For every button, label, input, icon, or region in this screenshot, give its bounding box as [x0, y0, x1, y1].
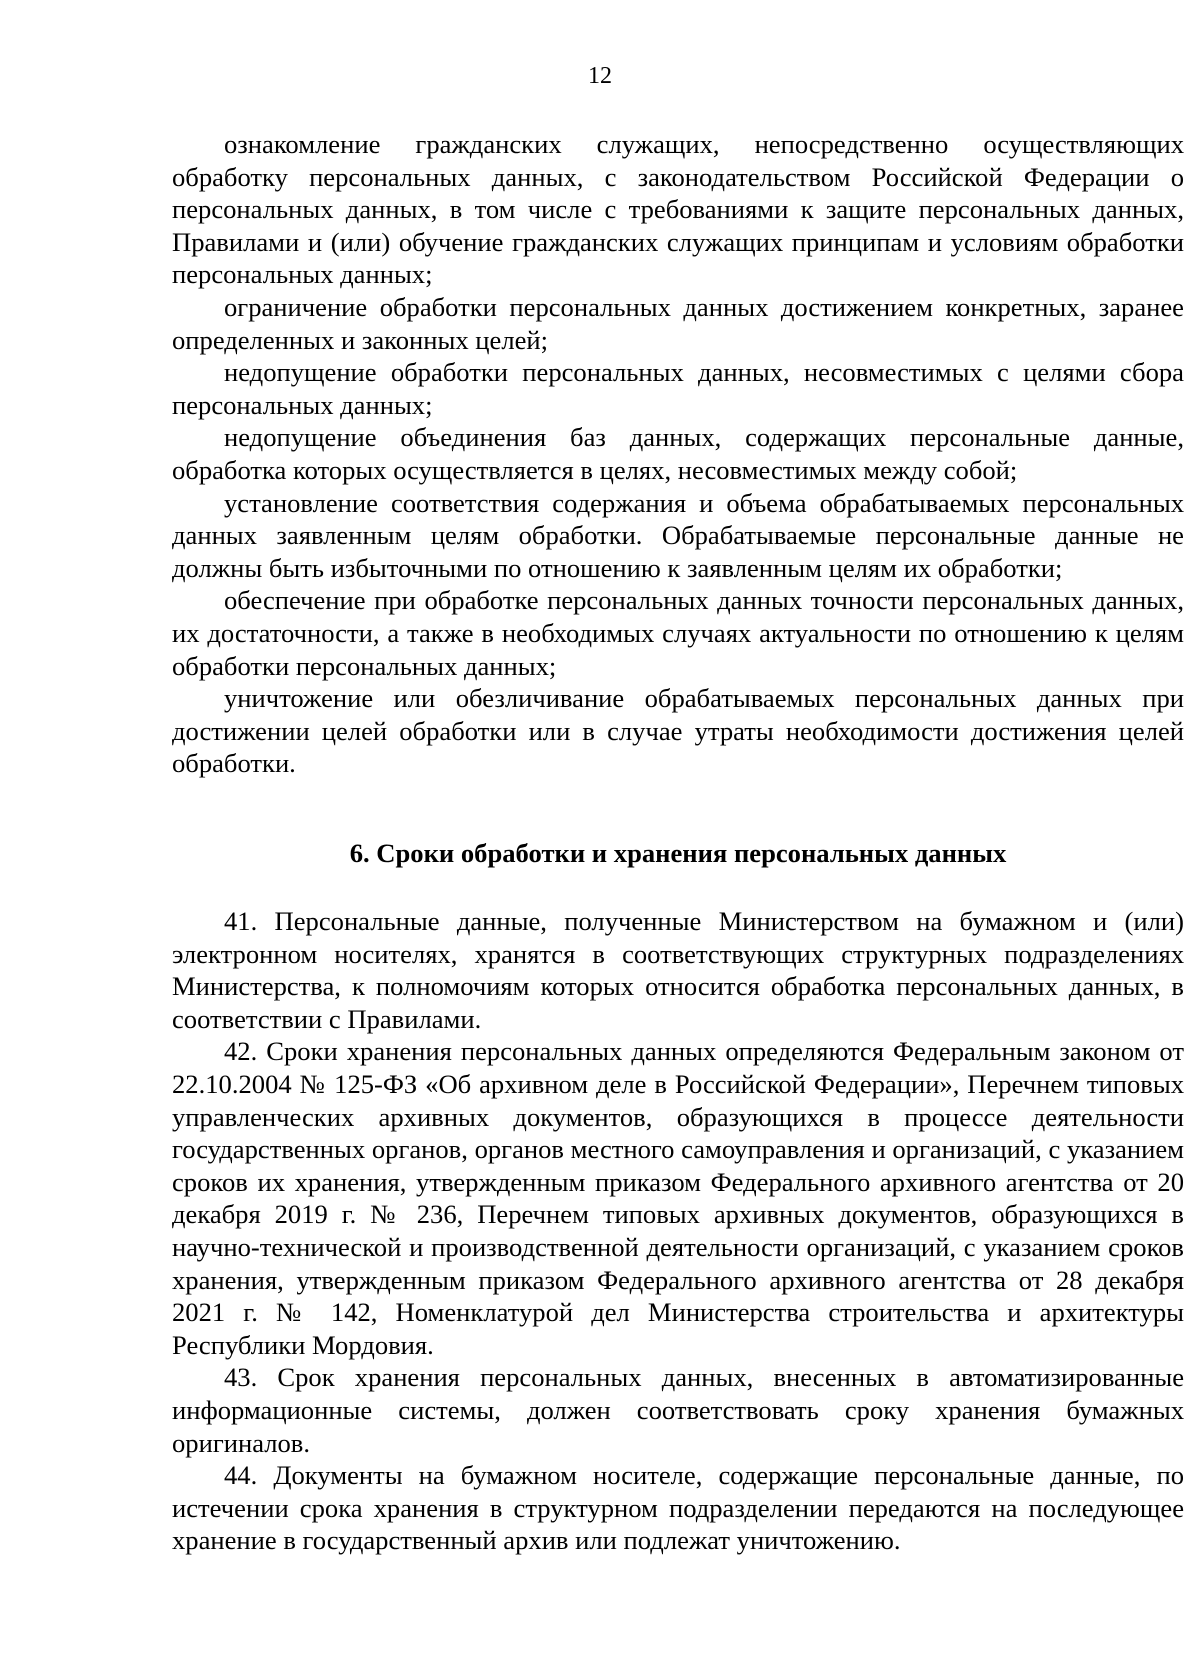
list-item: недопущение обработки персональных данных, несовместимых с целями сбора персональных данных;	[172, 357, 1184, 420]
clause-42: 42. Сроки хранения персональных данных определяются Федеральным законом от 22.10.2004 № 125-ФЗ «Об архивном деле в Российской Федерации», Перечнем типовых управленческих архивных документов, образующихся в процессе деятельности государственных органов, органов местного самоуправления и организаций, с указанием сроков их хранения, утвержденным приказом Федерального архивного агентства от 20 декабря 2019 г. № 236, Перечнем типовых архивных документов, образующихся в научно-технической и производственной деятельности организаций, с указанием сроков хранения, утвержденным приказом Федерального архивного агентства от 28 декабря 2021 г. № 142, Номенклатурой дел Министерства строительства и архитектуры Республики Мордовия.	[172, 1036, 1184, 1360]
clause-43: 43. Срок хранения персональных данных, внесенных в автоматизированные информационные системы, должен соответствовать сроку хранения бумажных оригиналов.	[172, 1362, 1184, 1458]
list-item: ограничение обработки персональных данных достижением конкретных, заранее определенных и законных целей;	[172, 291, 1184, 355]
page-number: 12	[588, 63, 612, 89]
list-item: недопущение объединения баз данных, содержащих персональные данные, обработка которых осуществляется в целях, несовместимых между собой;	[172, 422, 1184, 485]
clause-41: 41. Персональные данные, полученные Министерством на бумажном и (или) электронном носителях, хранятся в соответствующих структурных подразделениях Министерства, к полномочиям которых относится обработка персональных данных, в соответствии с Правилами.	[172, 906, 1184, 1034]
list-item: уничтожение или обезличивание обрабатываемых персональных данных при достижении целей обработки или в случае утраты необходимости достижения целей обработки.	[172, 683, 1184, 779]
list-item: обеспечение при обработке персональных данных точности персональных данных, их достаточности, а также в необходимых случаях актуальности по отношению к целям обработки персональных данных;	[172, 585, 1184, 681]
clause-44: 44. Документы на бумажном носителе, содержащие персональные данные, по истечении срока хранения в структурном подразделении передаются на последующее хранение в государственный архив или подлежат уничтожению.	[172, 1460, 1184, 1556]
measures-list	[172, 128, 1184, 780]
list-item: ознакомление гражданских служащих, непосредственно осуществляющих обработку персональных данных, с законодательством Российской Федерации о персональных данных, в том числе с требованиями к защите персональных данных, Правилами и (или) обучение гражданских служащих принципам и условиям обработки персональных данных;	[172, 129, 1184, 290]
section-heading: 6. Сроки обработки и хранения персональных данных	[349, 838, 1007, 868]
list-item: установление соответствия содержания и объема обрабатываемых персональных данных заявленным целям обработки. Обрабатываемые персональные данные не должны быть избыточными по отношению к заявленным целям их обработки;	[172, 487, 1184, 583]
section-clauses	[172, 905, 1184, 1557]
